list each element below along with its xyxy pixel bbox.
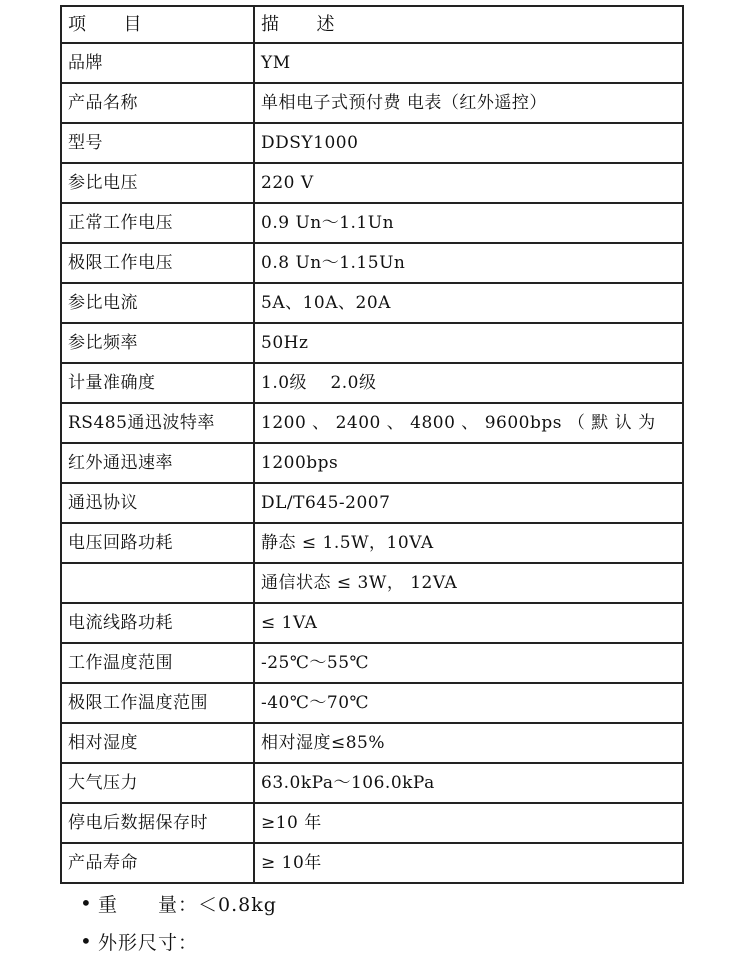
bullet-dot: • <box>80 929 93 953</box>
row-label: 产品寿命 <box>61 843 254 883</box>
table-row <box>61 163 683 203</box>
row-label: 产品名称 <box>61 83 254 123</box>
table-row <box>61 723 683 763</box>
row-value: 5A、10A、20A <box>254 283 683 323</box>
spec-table <box>60 5 684 884</box>
row-value: 1200bps <box>254 443 683 483</box>
dimensions-text: 外形尺寸： <box>98 931 199 954</box>
row-label: 停电后数据保存时 <box>61 803 254 843</box>
table-row <box>61 283 683 323</box>
table-row <box>61 563 683 603</box>
row-label: 参比电压 <box>61 163 254 203</box>
row-value: 静态 ≤ 1.5W，10VA <box>254 523 683 563</box>
row-value: 通信状态 ≤ 3W， 12VA <box>254 563 683 603</box>
row-value: DDSY1000 <box>254 123 683 163</box>
table-row <box>61 123 683 163</box>
table-row <box>61 243 683 283</box>
row-label: 大气压力 <box>61 763 254 803</box>
header-desc: 描 述 <box>254 6 683 43</box>
row-value: DL/T645-2007 <box>254 483 683 523</box>
row-label: 电流线路功耗 <box>61 603 254 643</box>
table-row <box>61 683 683 723</box>
table-row <box>61 83 683 123</box>
table-row <box>61 403 683 443</box>
row-label: 参比电流 <box>61 283 254 323</box>
table-row <box>61 843 683 883</box>
row-label: 电压回路功耗 <box>61 523 254 563</box>
row-value: YM <box>254 43 683 83</box>
table-row <box>61 443 683 483</box>
dimensions-line <box>80 922 277 960</box>
row-label: 品牌 <box>61 43 254 83</box>
row-label: 极限工作温度范围 <box>61 683 254 723</box>
table-row <box>61 363 683 403</box>
table-row <box>61 643 683 683</box>
row-label: 红外通迅速率 <box>61 443 254 483</box>
table-row <box>61 483 683 523</box>
row-label: 相对湿度 <box>61 723 254 763</box>
row-value: 0.9 Un～1.1Un <box>254 203 683 243</box>
row-label: 参比频率 <box>61 323 254 363</box>
row-value: 63.0kPa～106.0kPa <box>254 763 683 803</box>
row-value: 0.8 Un～1.15Un <box>254 243 683 283</box>
row-value: ≥10 年 <box>254 803 683 843</box>
table-row <box>61 803 683 843</box>
row-label: 计量准确度 <box>61 363 254 403</box>
row-label: 极限工作电压 <box>61 243 254 283</box>
table-header-row <box>61 6 683 43</box>
row-label: RS485通迅波特率 <box>61 403 254 443</box>
table-row <box>61 43 683 83</box>
row-value: -40℃～70℃ <box>254 683 683 723</box>
row-value: 1200 、 2400 、 4800 、 9600bps （ 默 认 为 <box>254 403 683 443</box>
row-value: 单相电子式预付费 电表（红外遥控） <box>254 83 683 123</box>
row-value: 50Hz <box>254 323 683 363</box>
table-row <box>61 523 683 563</box>
header-item: 项 目 <box>61 6 254 43</box>
row-label: 型号 <box>61 123 254 163</box>
row-value: ≤ 1VA <box>254 603 683 643</box>
table-row <box>61 323 683 363</box>
row-label: 工作温度范围 <box>61 643 254 683</box>
row-value: 220 V <box>254 163 683 203</box>
row-value: 1.0级 2.0级 <box>254 363 683 403</box>
row-value: ≥ 10年 <box>254 843 683 883</box>
row-label <box>61 563 254 603</box>
weight-text: 重 量：＜0.8kg <box>98 893 277 916</box>
table-row <box>61 603 683 643</box>
row-label: 正常工作电压 <box>61 203 254 243</box>
table-row <box>61 203 683 243</box>
row-label: 通迅协议 <box>61 483 254 523</box>
table-row <box>61 763 683 803</box>
row-value: -25℃～55℃ <box>254 643 683 683</box>
row-value: 相对湿度≤85% <box>254 723 683 763</box>
weight-line <box>80 884 277 922</box>
bullet-dot: • <box>80 891 93 915</box>
